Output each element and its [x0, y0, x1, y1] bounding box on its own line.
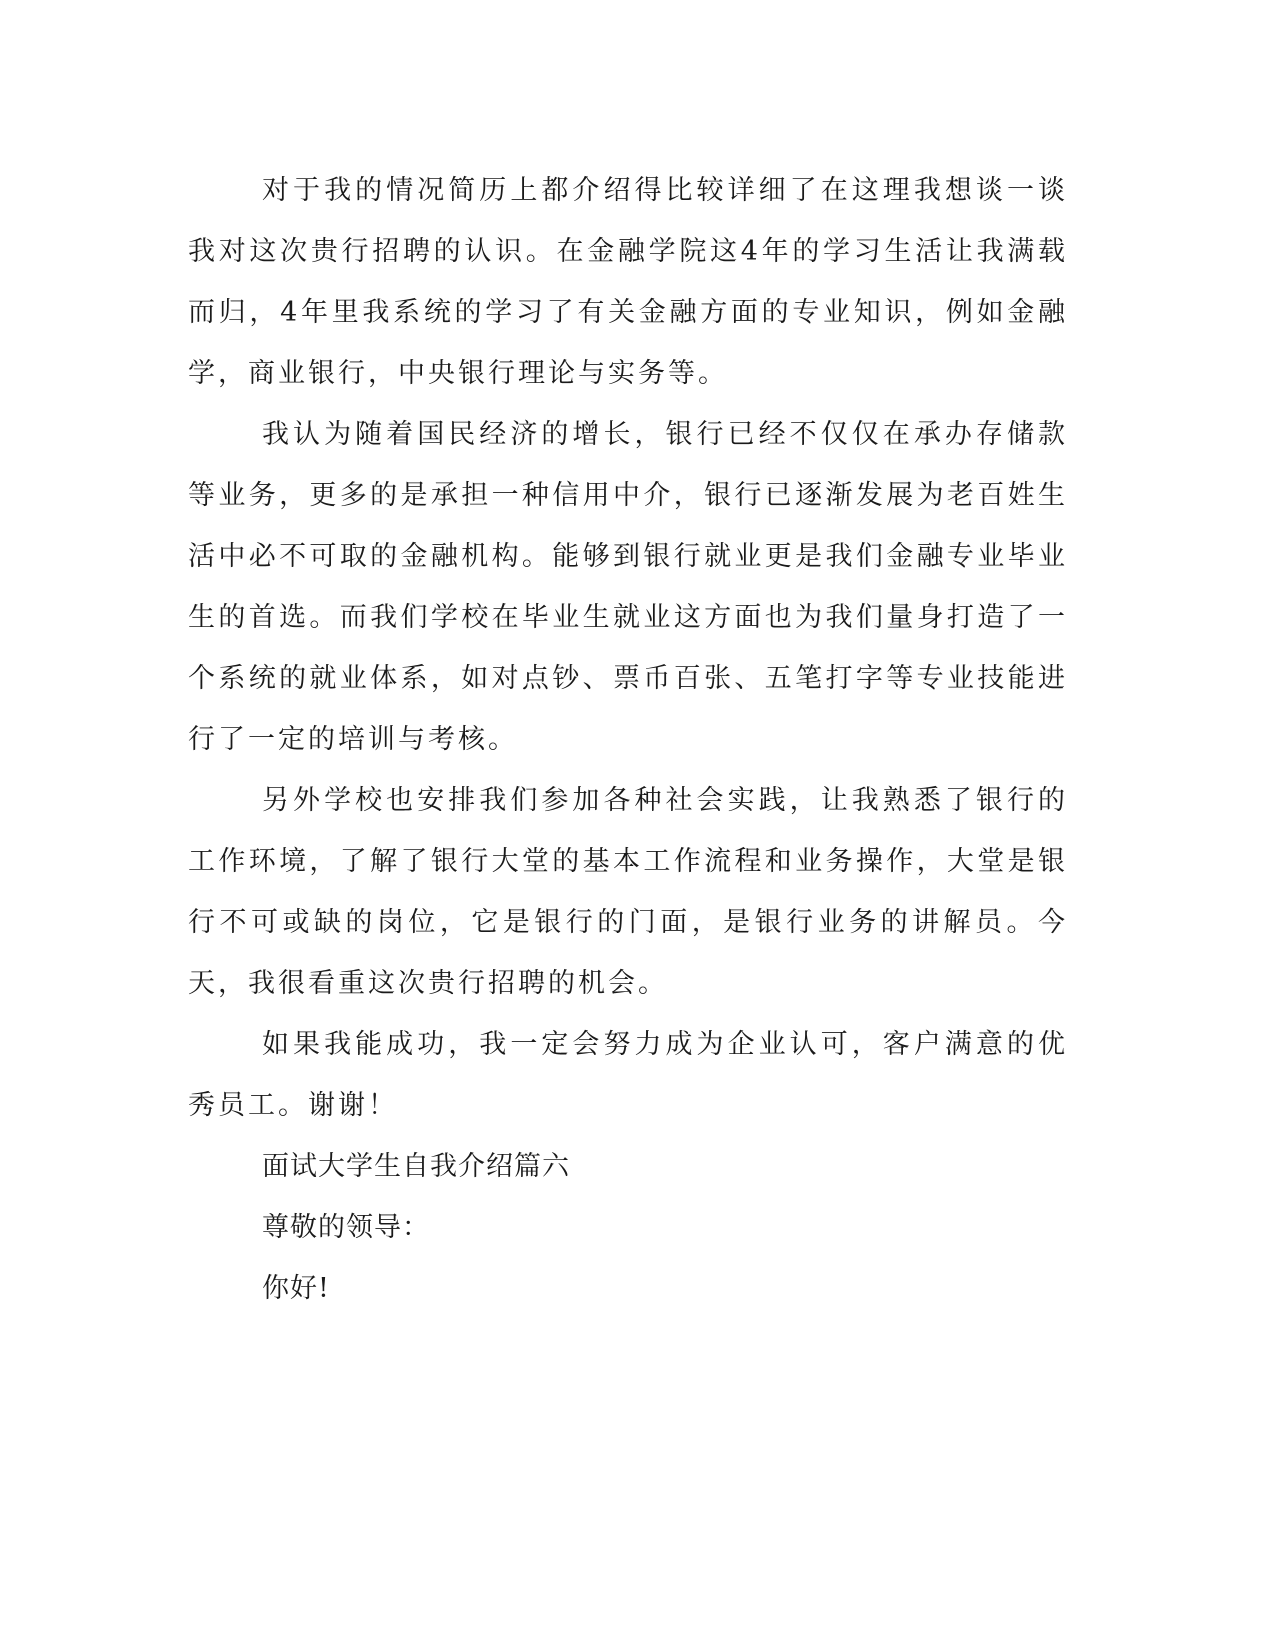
paragraph-3: 另外学校也安排我们参加各种社会实践，让我熟悉了银行的工作环境，了解了银行大堂的基本工作流程和业务操作，大堂是银行不可或缺的岗位，它是银行的门面，是银行业务的讲解员。今天，我很看重这次贵行招聘的机会。 [188, 785, 1068, 999]
paragraph-1: 对于我的情况简历上都介绍得比较详细了在这理我想谈一谈我对这次贵行招聘的认识。在金融学院这4年的学习生活让我满载而归，4年里我系统的学习了有关金融方面的专业知识，例如金融学，商业银行，中央银行理论与实务等。 [188, 175, 1068, 389]
paragraph-2: 我认为随着国民经济的增长，银行已经不仅仅在承办存储款等业务，更多的是承担一种信用中介，银行已逐渐发展为老百姓生活中必不可取的金融机构。能够到银行就业更是我们金融专业毕业生的首选。而我们学校在毕业生就业这方面也为我们量身打造了一个系统的就业体系，如对点钞、票币百张、五笔打字等专业技能进行了一定的培训与考核。 [188, 419, 1068, 755]
section-title: 面试大学生自我介绍篇六 [262, 1151, 570, 1182]
paragraph-4: 如果我能成功，我一定会努力成为企业认可，客户满意的优秀员工。谢谢！ [188, 1029, 1068, 1121]
document-body [188, 160, 1068, 1319]
salutation: 尊敬的领导： [262, 1212, 430, 1243]
greeting: 你好! [262, 1273, 330, 1304]
